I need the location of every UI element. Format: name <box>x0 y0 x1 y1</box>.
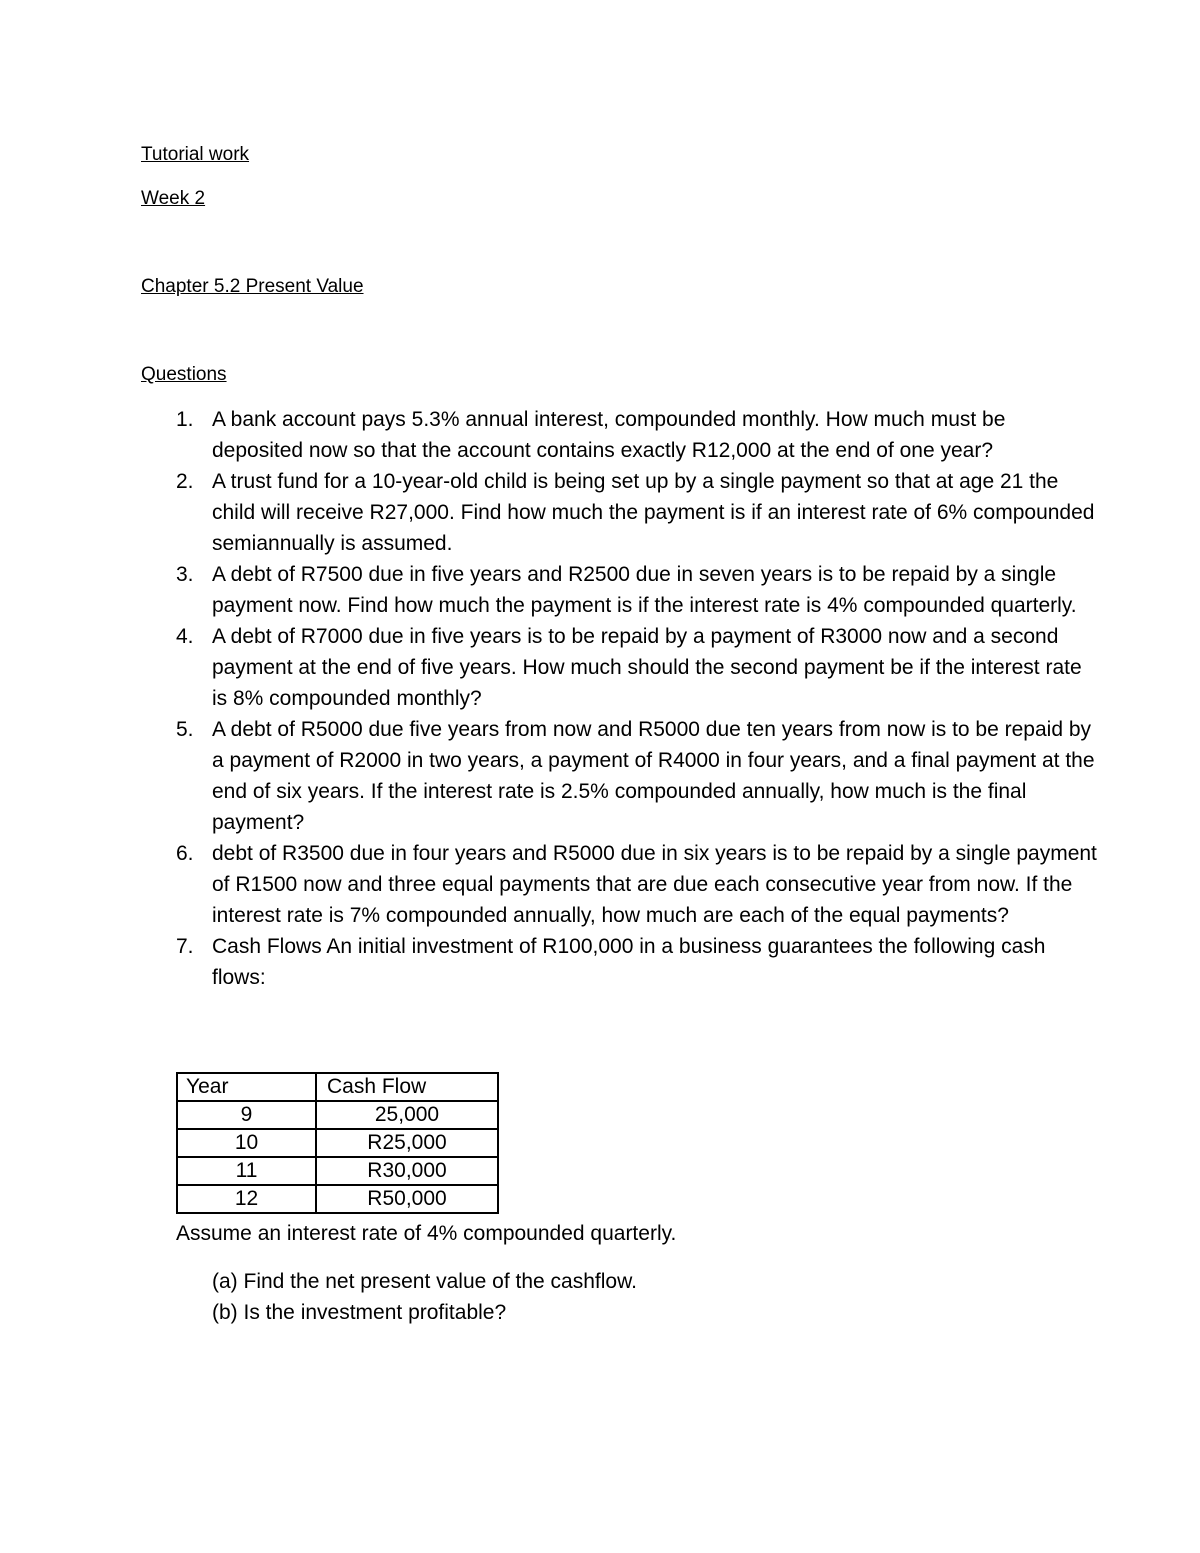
interest-assumption: Assume an interest rate of 4% compounded quarterly. <box>176 1222 677 1245</box>
question-number: 5. <box>176 718 194 741</box>
question-number: 6. <box>176 842 194 865</box>
cashflow-cell: R50,000 <box>316 1185 498 1213</box>
question-item <box>141 466 1101 559</box>
question-text: A debt of R5000 due five years from now and R5000 due ten years from now is to be repaid by a payment of R2000 in two years, a payment of R4000 in four years, and a final payment at the end of six years. If the interest rate is 2.5% compounded annually, how much is the final payment? <box>212 718 1095 834</box>
question-number: 4. <box>176 625 194 648</box>
question-item <box>141 404 1101 466</box>
question-text: Cash Flows An initial investment of R100,000 in a business guarantees the following cash flows: <box>212 935 1046 989</box>
subquestion-a: (a) Find the net present value of the cashflow. <box>212 1270 637 1293</box>
question-number: 7. <box>176 935 194 958</box>
question-text: A debt of R7500 due in five years and R2500 due in seven years is to be repaid by a single payment now. Find how much the payment is if the interest rate is 4% compounded quarterly. <box>212 563 1077 617</box>
cashflow-column-header: Cash Flow <box>316 1073 498 1101</box>
year-cell: 12 <box>177 1185 316 1213</box>
week-heading: Week 2 <box>141 188 206 209</box>
chapter-heading: Chapter 5.2 Present Value <box>141 276 364 297</box>
table-row <box>177 1101 498 1129</box>
question-item <box>141 714 1101 838</box>
cashflow-cell: R30,000 <box>316 1157 498 1185</box>
question-item <box>141 931 1101 993</box>
question-number: 2. <box>176 470 194 493</box>
cashflow-table <box>176 1072 499 1214</box>
year-cell: 11 <box>177 1157 316 1185</box>
subquestion-b: (b) Is the investment profitable? <box>212 1301 507 1324</box>
question-text: A bank account pays 5.3% annual interest, compounded monthly. How much must be deposited now so that the account contains exactly R12,000 at the end of one year? <box>212 408 1006 462</box>
question-item <box>141 838 1101 931</box>
question-text: A debt of R7000 due in five years is to be repaid by a payment of R3000 now and a second payment at the end of five years. How much should the second payment be if the interest rate is 8% compounded monthly? <box>212 625 1082 710</box>
cashflow-cell: R25,000 <box>316 1129 498 1157</box>
question-item <box>141 559 1101 621</box>
question-text: debt of R3500 due in four years and R5000 due in six years is to be repaid by a single payment of R1500 now and three equal payments that are due each consecutive year from now. If the interest rate is 7% compounded annually, how much are each of the equal payments? <box>212 842 1097 927</box>
question-list <box>141 404 1101 993</box>
question-text: A trust fund for a 10-year-old child is being set up by a single payment so that at age 21 the child will receive R27,000. Find how much the payment is if an interest rate of 6% compounded semiannually is assumed. <box>212 470 1095 555</box>
title-heading: Tutorial work <box>141 144 250 165</box>
year-column-header: Year <box>177 1073 316 1101</box>
year-cell: 10 <box>177 1129 316 1157</box>
questions-heading: Questions <box>141 364 227 385</box>
question-number: 3. <box>176 563 194 586</box>
year-cell: 9 <box>177 1101 316 1129</box>
table-row <box>177 1129 498 1157</box>
question-item <box>141 621 1101 714</box>
table-header-row <box>177 1073 498 1101</box>
table-row <box>177 1157 498 1185</box>
table-row <box>177 1185 498 1213</box>
question-number: 1. <box>176 408 194 431</box>
cashflow-cell: 25,000 <box>316 1101 498 1129</box>
